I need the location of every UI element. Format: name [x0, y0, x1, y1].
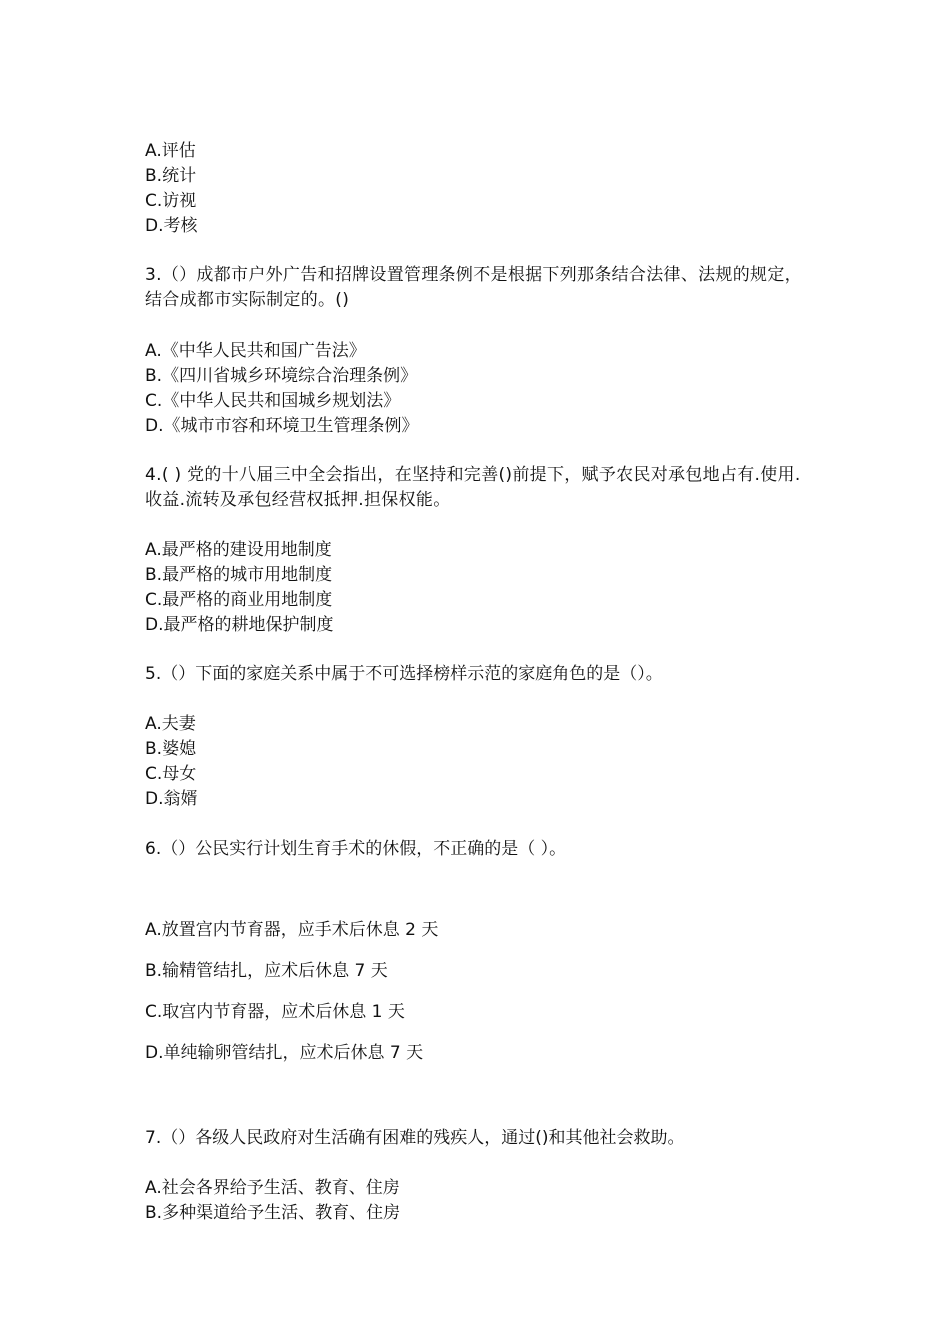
- q5-stem: 5.（）下面的家庭关系中属于不可选择榜样示范的家庭角色的是（）。: [145, 664, 663, 684]
- q6-option-c: C.取宫内节育器，应术后休息 1 天: [145, 1002, 405, 1022]
- q2-option-a: A.评估: [145, 141, 196, 161]
- q2-option-b: B.统计: [145, 166, 197, 186]
- q4-option-c: C.最严格的商业用地制度: [145, 590, 333, 610]
- q5-option-d: D.翁婿: [145, 789, 198, 809]
- q4-option-b: B.最严格的城市用地制度: [145, 565, 333, 585]
- q7-option-a: A.社会各界给予生活、教育、住房: [145, 1178, 400, 1198]
- q7-option-b: B.多种渠道给予生活、教育、住房: [145, 1203, 401, 1223]
- q6-stem: 6.（）公民实行计划生育手术的休假，不正确的是（ ）。: [145, 839, 567, 859]
- q6-option-d: D.单纯输卵管结扎，应术后休息 7 天: [145, 1043, 424, 1063]
- q2-option-d: D.考核: [145, 216, 198, 236]
- q5-option-c: C.母女: [145, 764, 197, 784]
- q3-option-c: C.《中华人民共和国城乡规划法》: [145, 391, 401, 411]
- q3-option-b: B.《四川省城乡环境综合治理条例》: [145, 366, 418, 386]
- q3-option-a: A.《中华人民共和国广告法》: [145, 341, 366, 361]
- q2-option-c: C.访视: [145, 191, 197, 211]
- q6-option-a: A.放置宫内节育器，应手术后休息 2 天: [145, 920, 439, 940]
- q3-stem: 3.（）成都市户外广告和招牌设置管理条例不是根据下列那条结合法律、法规的规定，结合成都市实际制定的。(): [145, 265, 802, 310]
- q7-stem: 7.（）各级人民政府对生活确有困难的残疾人，通过()和其他社会救助。: [145, 1128, 685, 1148]
- q4-stem: 4.( ) 党的十八届三中全会指出，在坚持和完善()前提下，赋予农民对承包地占有.使用.收益.流转及承包经营权抵押.担保权能。: [145, 465, 801, 510]
- q4-option-a: A.最严格的建设用地制度: [145, 540, 332, 560]
- q6-option-b: B.输精管结扎，应术后休息 7 天: [145, 961, 388, 981]
- q3-option-d: D.《城市市容和环境卫生管理条例》: [145, 416, 419, 436]
- q4-option-d: D.最严格的耕地保护制度: [145, 615, 334, 635]
- q5-option-b: B.婆媳: [145, 739, 197, 759]
- document-page: [145, 0, 825, 1344]
- q5-option-a: A.夫妻: [145, 714, 196, 734]
